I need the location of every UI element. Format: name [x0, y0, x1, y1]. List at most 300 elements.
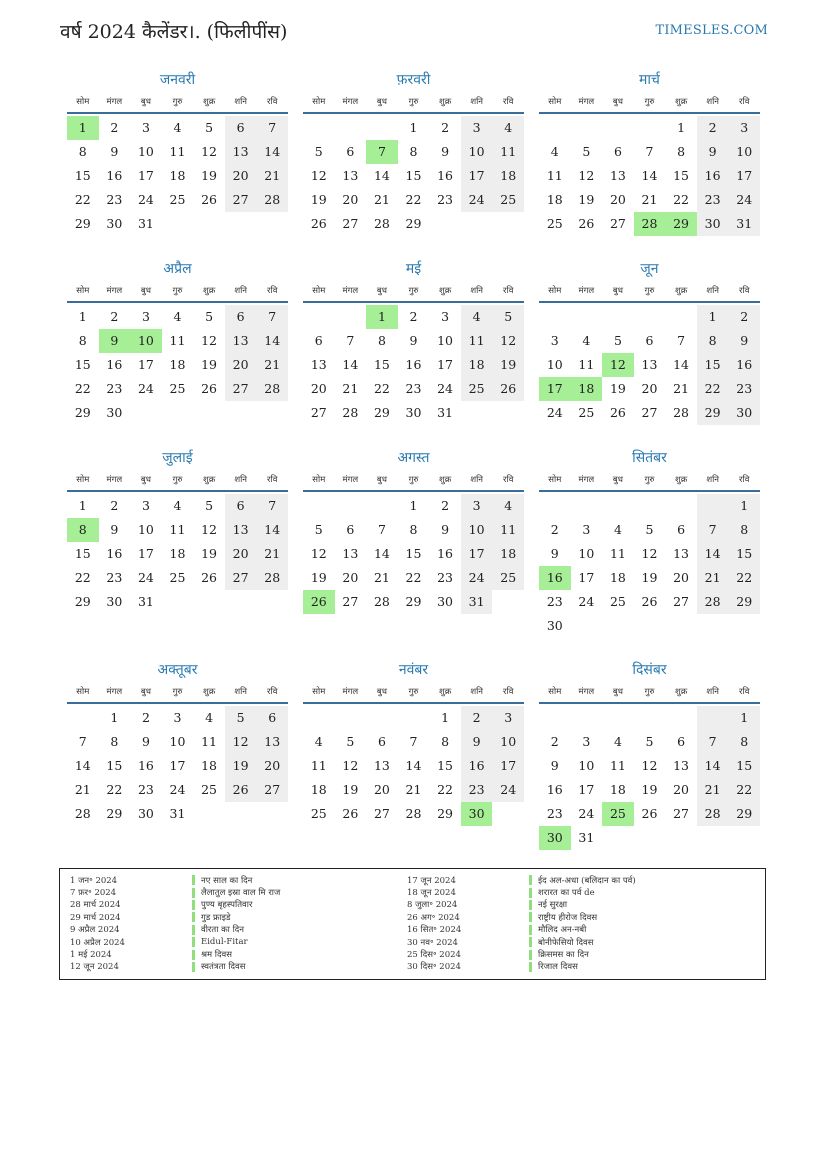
day-cell[interactable]: 12	[602, 353, 634, 377]
day-cell[interactable]: 8	[78, 144, 87, 159]
day-cell[interactable]: 7	[256, 494, 288, 518]
day-cell[interactable]: 16	[697, 164, 729, 188]
day-cell[interactable]: 2	[697, 116, 729, 140]
day-cell[interactable]: 1	[78, 309, 87, 324]
day-cell[interactable]: 22	[437, 782, 454, 797]
day-cell[interactable]: 23	[437, 570, 454, 585]
day-cell[interactable]: 16	[437, 546, 454, 561]
day-cell[interactable]: 26	[303, 590, 335, 614]
day-cell[interactable]: 24	[437, 381, 454, 396]
day-cell[interactable]: 17	[137, 357, 154, 372]
day-cell[interactable]: 18	[169, 357, 186, 372]
day-cell[interactable]: 26	[578, 216, 595, 231]
day-cell[interactable]: 3	[461, 494, 493, 518]
day-cell[interactable]: 26	[641, 594, 658, 609]
day-cell[interactable]: 9	[110, 144, 119, 159]
day-cell[interactable]: 8	[78, 333, 87, 348]
day-cell[interactable]: 15	[106, 758, 123, 773]
day-cell[interactable]: 15	[728, 542, 760, 566]
day-cell[interactable]: 7	[377, 522, 386, 537]
day-cell[interactable]: 28	[74, 806, 91, 821]
day-cell[interactable]: 7	[645, 144, 654, 159]
day-cell[interactable]: 8	[728, 518, 760, 542]
day-cell[interactable]: 21	[342, 381, 359, 396]
day-cell[interactable]: 4	[550, 144, 559, 159]
day-cell[interactable]: 20	[373, 782, 390, 797]
day-cell[interactable]: 23	[437, 192, 454, 207]
day-cell[interactable]: 6	[645, 333, 654, 348]
day-cell[interactable]: 5	[314, 144, 323, 159]
day-cell[interactable]: 29	[74, 216, 91, 231]
day-cell[interactable]: 31	[437, 405, 454, 420]
day-cell[interactable]: 13	[342, 546, 359, 561]
day-cell[interactable]: 24	[169, 782, 186, 797]
day-cell[interactable]: 23	[461, 778, 493, 802]
day-cell[interactable]: 15	[74, 168, 91, 183]
day-cell[interactable]: 9	[110, 522, 119, 537]
day-cell[interactable]: 12	[201, 522, 218, 537]
day-cell[interactable]: 25	[609, 594, 626, 609]
day-cell[interactable]: 29	[74, 594, 91, 609]
day-cell[interactable]: 29	[728, 802, 760, 826]
day-cell[interactable]: 13	[673, 546, 690, 561]
day-cell[interactable]: 29	[728, 590, 760, 614]
day-cell[interactable]: 19	[225, 754, 257, 778]
day-cell[interactable]: 18	[461, 353, 493, 377]
day-cell[interactable]: 9	[461, 730, 493, 754]
day-cell[interactable]: 3	[728, 116, 760, 140]
day-cell[interactable]: 28	[697, 802, 729, 826]
day-cell[interactable]: 7	[366, 140, 398, 164]
day-cell[interactable]: 3	[173, 710, 182, 725]
day-cell[interactable]: 28	[634, 212, 666, 236]
day-cell[interactable]: 12	[641, 546, 658, 561]
day-cell[interactable]: 20	[673, 570, 690, 585]
day-cell[interactable]: 16	[106, 546, 123, 561]
day-cell[interactable]: 3	[461, 116, 493, 140]
day-cell[interactable]: 29	[697, 401, 729, 425]
day-cell[interactable]: 2	[550, 522, 559, 537]
day-cell[interactable]: 6	[225, 494, 257, 518]
day-cell[interactable]: 28	[373, 216, 390, 231]
day-cell[interactable]: 8	[67, 518, 99, 542]
day-cell[interactable]: 13	[310, 357, 327, 372]
day-cell[interactable]: 10	[130, 329, 162, 353]
day-cell[interactable]: 10	[137, 144, 154, 159]
day-cell[interactable]: 11	[492, 518, 524, 542]
day-cell[interactable]: 9	[409, 333, 418, 348]
day-cell[interactable]: 16	[728, 353, 760, 377]
day-cell[interactable]: 21	[256, 353, 288, 377]
day-cell[interactable]: 19	[578, 192, 595, 207]
day-cell[interactable]: 16	[437, 168, 454, 183]
day-cell[interactable]: 18	[546, 192, 563, 207]
day-cell[interactable]: 12	[225, 730, 257, 754]
day-cell[interactable]: 3	[141, 309, 150, 324]
day-cell[interactable]: 19	[310, 192, 327, 207]
day-cell[interactable]: 6	[613, 144, 622, 159]
day-cell[interactable]: 24	[461, 188, 493, 212]
day-cell[interactable]: 26	[310, 216, 327, 231]
day-cell[interactable]: 27	[373, 806, 390, 821]
day-cell[interactable]: 24	[492, 778, 524, 802]
day-cell[interactable]: 26	[492, 377, 524, 401]
day-cell[interactable]: 27	[310, 405, 327, 420]
day-cell[interactable]: 6	[346, 522, 355, 537]
day-cell[interactable]: 28	[342, 405, 359, 420]
day-cell[interactable]: 29	[373, 405, 390, 420]
day-cell[interactable]: 2	[409, 309, 418, 324]
day-cell[interactable]: 17	[169, 758, 186, 773]
day-cell[interactable]: 25	[169, 570, 186, 585]
day-cell[interactable]: 13	[225, 518, 257, 542]
day-cell[interactable]: 30	[405, 405, 422, 420]
day-cell[interactable]: 3	[141, 120, 150, 135]
day-cell[interactable]: 15	[373, 357, 390, 372]
day-cell[interactable]: 1	[110, 710, 119, 725]
day-cell[interactable]: 1	[728, 494, 760, 518]
day-cell[interactable]: 21	[256, 164, 288, 188]
day-cell[interactable]: 21	[697, 566, 729, 590]
day-cell[interactable]: 1	[67, 116, 99, 140]
day-cell[interactable]: 21	[641, 192, 658, 207]
day-cell[interactable]: 23	[106, 192, 123, 207]
day-cell[interactable]: 28	[256, 188, 288, 212]
day-cell[interactable]: 29	[437, 806, 454, 821]
day-cell[interactable]: 16	[461, 754, 493, 778]
day-cell[interactable]: 2	[110, 309, 119, 324]
day-cell[interactable]: 29	[405, 216, 422, 231]
day-cell[interactable]: 17	[437, 357, 454, 372]
day-cell[interactable]: 12	[492, 329, 524, 353]
day-cell[interactable]: 21	[697, 778, 729, 802]
day-cell[interactable]: 4	[613, 734, 622, 749]
day-cell[interactable]: 4	[205, 710, 214, 725]
day-cell[interactable]: 26	[609, 405, 626, 420]
day-cell[interactable]: 2	[550, 734, 559, 749]
day-cell[interactable]: 24	[461, 566, 493, 590]
day-cell[interactable]: 9	[441, 144, 450, 159]
day-cell[interactable]: 28	[373, 594, 390, 609]
day-cell[interactable]: 11	[492, 140, 524, 164]
day-cell[interactable]: 30	[106, 594, 123, 609]
day-cell[interactable]: 18	[492, 164, 524, 188]
day-cell[interactable]: 20	[256, 754, 288, 778]
day-cell[interactable]: 30	[137, 806, 154, 821]
day-cell[interactable]: 7	[409, 734, 418, 749]
day-cell[interactable]: 18	[492, 542, 524, 566]
day-cell[interactable]: 9	[550, 758, 559, 773]
day-cell[interactable]: 19	[609, 381, 626, 396]
day-cell[interactable]: 18	[609, 570, 626, 585]
day-cell[interactable]: 31	[461, 590, 493, 614]
day-cell[interactable]: 2	[728, 305, 760, 329]
day-cell[interactable]: 5	[492, 305, 524, 329]
day-cell[interactable]: 4	[314, 734, 323, 749]
day-cell[interactable]: 24	[137, 570, 154, 585]
day-cell[interactable]: 21	[256, 542, 288, 566]
day-cell[interactable]: 24	[546, 405, 563, 420]
day-cell[interactable]: 30	[106, 405, 123, 420]
day-cell[interactable]: 15	[74, 546, 91, 561]
day-cell[interactable]: 11	[169, 333, 186, 348]
day-cell[interactable]: 22	[728, 566, 760, 590]
day-cell[interactable]: 21	[373, 192, 390, 207]
day-cell[interactable]: 17	[539, 377, 571, 401]
day-cell[interactable]: 29	[665, 212, 697, 236]
day-cell[interactable]: 13	[225, 140, 257, 164]
day-cell[interactable]: 29	[74, 405, 91, 420]
day-cell[interactable]: 16	[137, 758, 154, 773]
day-cell[interactable]: 22	[673, 192, 690, 207]
day-cell[interactable]: 8	[677, 144, 686, 159]
day-cell[interactable]: 27	[673, 806, 690, 821]
day-cell[interactable]: 26	[201, 570, 218, 585]
day-cell[interactable]: 11	[609, 758, 626, 773]
day-cell[interactable]: 19	[201, 546, 218, 561]
day-cell[interactable]: 4	[582, 333, 591, 348]
day-cell[interactable]: 14	[673, 357, 690, 372]
day-cell[interactable]: 5	[582, 144, 591, 159]
day-cell[interactable]: 23	[106, 570, 123, 585]
day-cell[interactable]: 3	[441, 309, 450, 324]
day-cell[interactable]: 19	[201, 357, 218, 372]
day-cell[interactable]: 14	[405, 758, 422, 773]
day-cell[interactable]: 14	[342, 357, 359, 372]
day-cell[interactable]: 22	[697, 377, 729, 401]
day-cell[interactable]: 6	[225, 116, 257, 140]
day-cell[interactable]: 17	[578, 570, 595, 585]
day-cell[interactable]: 16	[539, 566, 571, 590]
day-cell[interactable]: 2	[110, 120, 119, 135]
day-cell[interactable]: 14	[256, 140, 288, 164]
day-cell[interactable]: 2	[461, 706, 493, 730]
day-cell[interactable]: 28	[405, 806, 422, 821]
day-cell[interactable]: 27	[342, 594, 359, 609]
day-cell[interactable]: 1	[78, 498, 87, 513]
day-cell[interactable]: 15	[74, 357, 91, 372]
day-cell[interactable]: 3	[550, 333, 559, 348]
day-cell[interactable]: 23	[106, 381, 123, 396]
day-cell[interactable]: 30	[697, 212, 729, 236]
site-link[interactable]: TIMESLES.COM	[655, 23, 768, 38]
day-cell[interactable]: 22	[74, 381, 91, 396]
day-cell[interactable]: 13	[342, 168, 359, 183]
day-cell[interactable]: 12	[310, 546, 327, 561]
day-cell[interactable]: 11	[169, 522, 186, 537]
day-cell[interactable]: 14	[373, 168, 390, 183]
day-cell[interactable]: 9	[697, 140, 729, 164]
day-cell[interactable]: 8	[409, 144, 418, 159]
day-cell[interactable]: 29	[405, 594, 422, 609]
day-cell[interactable]: 26	[641, 806, 658, 821]
day-cell[interactable]: 7	[78, 734, 87, 749]
day-cell[interactable]: 25	[492, 188, 524, 212]
day-cell[interactable]: 24	[137, 192, 154, 207]
day-cell[interactable]: 9	[550, 546, 559, 561]
day-cell[interactable]: 18	[201, 758, 218, 773]
day-cell[interactable]: 28	[256, 566, 288, 590]
day-cell[interactable]: 2	[441, 498, 450, 513]
day-cell[interactable]: 21	[673, 381, 690, 396]
day-cell[interactable]: 27	[256, 778, 288, 802]
day-cell[interactable]: 28	[673, 405, 690, 420]
day-cell[interactable]: 8	[697, 329, 729, 353]
day-cell[interactable]: 19	[342, 782, 359, 797]
day-cell[interactable]: 14	[256, 329, 288, 353]
day-cell[interactable]: 6	[256, 706, 288, 730]
day-cell[interactable]: 8	[728, 730, 760, 754]
day-cell[interactable]: 22	[373, 381, 390, 396]
day-cell[interactable]: 14	[373, 546, 390, 561]
day-cell[interactable]: 1	[409, 120, 418, 135]
day-cell[interactable]: 20	[225, 164, 257, 188]
day-cell[interactable]: 8	[377, 333, 386, 348]
day-cell[interactable]: 17	[137, 168, 154, 183]
day-cell[interactable]: 24	[578, 594, 595, 609]
day-cell[interactable]: 30	[461, 802, 493, 826]
day-cell[interactable]: 27	[342, 216, 359, 231]
day-cell[interactable]: 6	[377, 734, 386, 749]
day-cell[interactable]: 17	[492, 754, 524, 778]
day-cell[interactable]: 18	[310, 782, 327, 797]
day-cell[interactable]: 7	[256, 305, 288, 329]
day-cell[interactable]: 12	[641, 758, 658, 773]
day-cell[interactable]: 14	[74, 758, 91, 773]
day-cell[interactable]: 10	[546, 357, 563, 372]
day-cell[interactable]: 25	[492, 566, 524, 590]
day-cell[interactable]: 30	[106, 216, 123, 231]
day-cell[interactable]: 27	[641, 405, 658, 420]
day-cell[interactable]: 19	[641, 570, 658, 585]
day-cell[interactable]: 3	[492, 706, 524, 730]
day-cell[interactable]: 7	[346, 333, 355, 348]
day-cell[interactable]: 21	[74, 782, 91, 797]
day-cell[interactable]: 30	[539, 826, 571, 850]
day-cell[interactable]: 8	[409, 522, 418, 537]
day-cell[interactable]: 1	[366, 305, 398, 329]
day-cell[interactable]: 27	[225, 566, 257, 590]
day-cell[interactable]: 16	[405, 357, 422, 372]
day-cell[interactable]: 16	[106, 168, 123, 183]
day-cell[interactable]: 10	[461, 518, 493, 542]
day-cell[interactable]: 30	[437, 594, 454, 609]
day-cell[interactable]: 18	[609, 782, 626, 797]
day-cell[interactable]: 30	[546, 618, 563, 633]
day-cell[interactable]: 2	[110, 498, 119, 513]
day-cell[interactable]: 10	[728, 140, 760, 164]
day-cell[interactable]: 17	[137, 546, 154, 561]
day-cell[interactable]: 18	[571, 377, 603, 401]
day-cell[interactable]: 1	[697, 305, 729, 329]
day-cell[interactable]: 20	[342, 192, 359, 207]
day-cell[interactable]: 14	[697, 754, 729, 778]
day-cell[interactable]: 10	[137, 522, 154, 537]
day-cell[interactable]: 7	[256, 116, 288, 140]
day-cell[interactable]: 8	[441, 734, 450, 749]
day-cell[interactable]: 5	[205, 120, 214, 135]
day-cell[interactable]: 20	[673, 782, 690, 797]
day-cell[interactable]: 20	[609, 192, 626, 207]
day-cell[interactable]: 23	[728, 377, 760, 401]
day-cell[interactable]: 14	[697, 542, 729, 566]
day-cell[interactable]: 22	[405, 192, 422, 207]
day-cell[interactable]: 6	[346, 144, 355, 159]
day-cell[interactable]: 9	[141, 734, 150, 749]
day-cell[interactable]: 22	[106, 782, 123, 797]
day-cell[interactable]: 6	[677, 734, 686, 749]
day-cell[interactable]: 5	[205, 498, 214, 513]
day-cell[interactable]: 27	[673, 594, 690, 609]
day-cell[interactable]: 4	[492, 116, 524, 140]
day-cell[interactable]: 25	[169, 381, 186, 396]
day-cell[interactable]: 31	[578, 830, 595, 845]
day-cell[interactable]: 1	[677, 120, 686, 135]
day-cell[interactable]: 19	[310, 570, 327, 585]
day-cell[interactable]: 2	[141, 710, 150, 725]
day-cell[interactable]: 23	[405, 381, 422, 396]
day-cell[interactable]: 22	[728, 778, 760, 802]
day-cell[interactable]: 25	[461, 377, 493, 401]
day-cell[interactable]: 25	[546, 216, 563, 231]
day-cell[interactable]: 10	[578, 546, 595, 561]
day-cell[interactable]: 20	[225, 542, 257, 566]
day-cell[interactable]: 15	[405, 546, 422, 561]
day-cell[interactable]: 28	[697, 590, 729, 614]
day-cell[interactable]: 10	[461, 140, 493, 164]
day-cell[interactable]: 5	[645, 522, 654, 537]
day-cell[interactable]: 15	[673, 168, 690, 183]
day-cell[interactable]: 25	[201, 782, 218, 797]
day-cell[interactable]: 1	[728, 706, 760, 730]
day-cell[interactable]: 6	[314, 333, 323, 348]
day-cell[interactable]: 26	[225, 778, 257, 802]
day-cell[interactable]: 12	[578, 168, 595, 183]
day-cell[interactable]: 25	[578, 405, 595, 420]
day-cell[interactable]: 26	[201, 192, 218, 207]
day-cell[interactable]: 8	[110, 734, 119, 749]
day-cell[interactable]: 15	[437, 758, 454, 773]
day-cell[interactable]: 7	[697, 730, 729, 754]
day-cell[interactable]: 3	[582, 522, 591, 537]
day-cell[interactable]: 16	[546, 782, 563, 797]
day-cell[interactable]: 4	[613, 522, 622, 537]
day-cell[interactable]: 11	[546, 168, 563, 183]
day-cell[interactable]: 22	[74, 570, 91, 585]
day-cell[interactable]: 19	[201, 168, 218, 183]
day-cell[interactable]: 27	[225, 188, 257, 212]
day-cell[interactable]: 30	[728, 401, 760, 425]
day-cell[interactable]: 17	[461, 542, 493, 566]
day-cell[interactable]: 4	[173, 120, 182, 135]
day-cell[interactable]: 4	[492, 494, 524, 518]
day-cell[interactable]: 24	[578, 806, 595, 821]
day-cell[interactable]: 26	[342, 806, 359, 821]
day-cell[interactable]: 20	[225, 353, 257, 377]
day-cell[interactable]: 12	[342, 758, 359, 773]
day-cell[interactable]: 18	[169, 168, 186, 183]
day-cell[interactable]: 31	[728, 212, 760, 236]
day-cell[interactable]: 7	[697, 518, 729, 542]
day-cell[interactable]: 17	[578, 782, 595, 797]
day-cell[interactable]: 10	[169, 734, 186, 749]
day-cell[interactable]: 23	[697, 188, 729, 212]
day-cell[interactable]: 4	[461, 305, 493, 329]
day-cell[interactable]: 7	[677, 333, 686, 348]
day-cell[interactable]: 11	[578, 357, 595, 372]
day-cell[interactable]: 11	[609, 546, 626, 561]
day-cell[interactable]: 25	[310, 806, 327, 821]
